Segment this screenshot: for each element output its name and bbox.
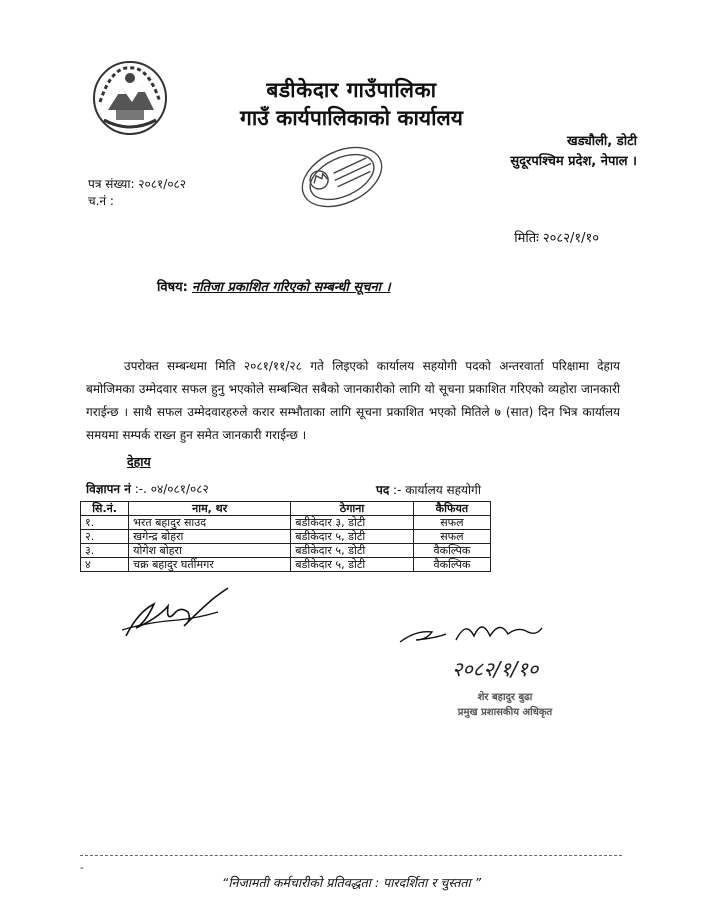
letter-number: पत्र संख्या: २०८१/०८२ [88, 177, 187, 191]
reference-block [88, 176, 186, 210]
cell-remarks: सफल [413, 516, 490, 530]
cell-name: योगेश बोहरा [129, 544, 291, 558]
cell-address: बडीकेदार ५, डोटी [291, 544, 414, 558]
dispatch-number: च.नं : [88, 194, 114, 208]
cell-name: भरत बहादुर साउद [129, 516, 291, 530]
cell-remarks: वैकल्पिक [413, 558, 490, 572]
header-remarks: कैफियत [413, 502, 490, 516]
footer-motto: “निजामती कर्मचारीको प्रतिवद्धता : पारदर्शिता र चुस्तता ” [221, 875, 482, 890]
cell-sn: १. [81, 516, 129, 530]
table-row [81, 544, 491, 558]
advertisement-label: विज्ञापन नं [86, 482, 131, 496]
address-line-1: खड्यौली, डोटी [566, 134, 637, 149]
officer-title: प्रमुख प्रशासकीय अधिकृत [457, 707, 553, 718]
cell-remarks: वैकल्पिक [413, 544, 490, 558]
signature-scribble-left [118, 582, 238, 642]
cell-sn: २. [81, 530, 129, 544]
office-name: बडीकेदार गाउँपालिका [266, 78, 437, 102]
officer-block [420, 690, 590, 720]
office-address [510, 132, 637, 172]
signature-date-text: २०८२/१/१० [452, 657, 539, 681]
table-row [81, 516, 491, 530]
header-address: ठेगाना [291, 502, 414, 516]
post-name [376, 481, 481, 498]
letter-date: मितिः २०८२/१/१० [514, 231, 599, 246]
advertisement-number [86, 480, 209, 497]
table-row [81, 558, 491, 572]
signature-scribble-right [396, 610, 546, 650]
cell-remarks: सफल [413, 530, 490, 544]
table-header-row [81, 502, 491, 516]
cell-sn: ३. [81, 544, 129, 558]
advertisement-value: :-. ०४/०८१/०८२ [130, 482, 209, 496]
office-subtitle: गाउँ कार्यपालिकाको कार्यालय [240, 106, 463, 130]
header-name: नाम, थर [129, 502, 291, 516]
address-line-2: सुदूरपश्चिम प्रदेश, नेपाल । [510, 154, 637, 169]
subject-text: नतिजा प्रकाशित गरिएको सम्बन्धी सूचना । [192, 280, 391, 295]
cell-name: खगेन्द्र बोहरा [129, 530, 291, 544]
office-seal-stamp [296, 140, 388, 214]
officer-name: शेर बहादुर बुढा [477, 692, 533, 703]
cell-name: चक्र बहादुर घर्तीमगर [129, 558, 291, 572]
subject-label: विषय: [157, 280, 188, 295]
post-label: पद [376, 483, 390, 497]
dehay-heading: देहाय [127, 454, 151, 469]
body-paragraph: उपरोक्त सम्बन्धमा मिति २०८१/११/२८ गते लिइएको कार्यालय सहयोगी पदको अन्तरवार्ता परिक्षामा देहाय बमोजिमका उम्मेदवार सफल हुनु भएकोले सम्बन्धित सबैको जानकारीको लागि यो सूचना प्रकाशित गरिएको व्यहोरा जानकारी गराईन्छ । साथै सफल उम्मेदवारहरुले करार सम्भौताका लागि सूचना प्रकाशित भएको मितिले ७ (सात) दिन भित्र कार्यालय समयमा सम्पर्क राख्न हुन समेत जानकारी गराईन्छ । [86, 359, 620, 442]
cell-address: बडीकेदार ५, डोटी [291, 558, 414, 572]
results-table [80, 501, 491, 572]
cell-address: बडीकेदार ३, डोटी [291, 516, 414, 530]
signature-date [450, 654, 580, 682]
header-sn: सि.नं. [81, 502, 129, 516]
table-row [81, 530, 491, 544]
cell-address: बडीकेदार ५, डोटी [291, 530, 414, 544]
post-value: :- कार्यालय सहयोगी [389, 483, 481, 497]
cell-sn: ४ [81, 558, 129, 572]
footer-marker: - [80, 863, 84, 874]
footer-divider [80, 855, 622, 856]
subject-line [157, 277, 391, 295]
